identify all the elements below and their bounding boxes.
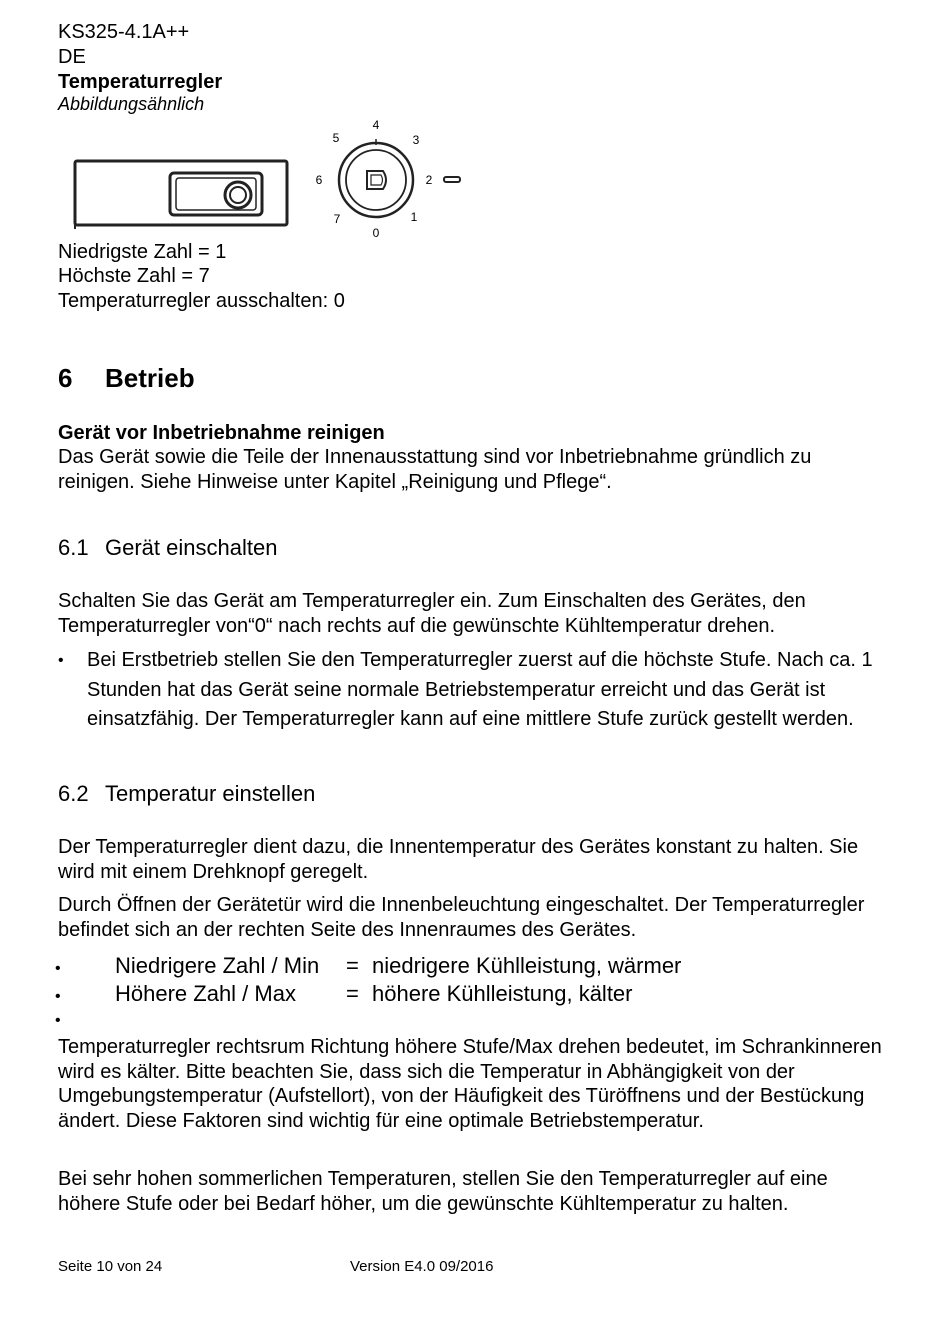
- dial-label-4: 4: [372, 118, 380, 132]
- model-number: KS325-4.1A++: [58, 21, 190, 43]
- section-6-1-number: 6.1: [58, 535, 89, 560]
- section-6-2-title: Temperatur einstellen: [105, 781, 316, 806]
- figure-caption: Abbildungsähnlich: [58, 94, 205, 114]
- switch-on-text: Schalten Sie das Gerät am Temperaturregler ein. Zum Einschalten des Gerätes, den Temperaturregler von“0“ nach rechts auf die gewünschte Kühltemperatur drehen.: [58, 590, 806, 637]
- section-6-title: Betrieb: [105, 363, 195, 393]
- cleaning-heading: Gerät vor Inbetriebnahme reinigen: [58, 422, 385, 444]
- regulator-location-text: Durch Öffnen der Gerätetür wird die Innenbeleuchtung eingeschaltet. Der Temperaturregler befindet sich an der rechten Seite des Innenraumes des Gerätes.: [58, 894, 865, 941]
- regulator-direction-text: Temperaturregler rechtsrum Richtung höhere Stufe/Max drehen bedeutet, im Schrankinneren wird es kälter. Bitte beachten Sie, dass sich die Temperatur in Abhängigkeit von der Umgebungstemperatur (Aufstellort), von der Häufigkeit des Türöffnens und der Bestückung ändert. Diese Faktoren sind wichtig für eine optimale Betriebstemperatur.: [58, 1036, 882, 1132]
- bullet-dot: •: [55, 988, 61, 1005]
- dial-illustration: [305, 115, 470, 245]
- section-6-2-number: 6.2: [58, 781, 89, 806]
- dial-label-6: 6: [315, 173, 323, 187]
- first-use-text: Bei Erstbetrieb stellen Sie den Temperaturregler zuerst auf die höchste Stufe. Nach ca. 1 Stunden hat das Gerät seine normale Betriebstemperatur erreicht und das Gerät ist einsatzfähig. Der Temperaturregler kann auf eine mittlere Stufe zurück gestellt werden.: [87, 649, 873, 730]
- regulator-purpose-text: Der Temperaturregler dient dazu, die Innentemperatur des Gerätes konstant zu halten. Sie wird mit einem Drehknopf geregelt.: [58, 836, 859, 883]
- first-use-bullet: [58, 646, 888, 766]
- lowest-setting-text: Niedrigste Zahl = 1: [58, 241, 227, 263]
- bullet-dot-empty: •: [55, 1012, 61, 1029]
- document-version: Version E4.0 09/2016: [350, 1258, 494, 1275]
- bullet-dot: •: [58, 652, 64, 669]
- section-6-1-title: Gerät einschalten: [105, 535, 278, 560]
- dial-label-0: 0: [372, 226, 380, 240]
- section-6-number: 6: [58, 363, 73, 393]
- comparison-left: Höhere Zahl / Max: [115, 981, 296, 1006]
- regulator-housing-illustration: [70, 155, 295, 235]
- comparison-left: Niedrigere Zahl / Min: [115, 953, 320, 978]
- language-code: DE: [58, 46, 86, 68]
- comparison-right: niedrigere Kühlleistung, wärmer: [372, 953, 682, 978]
- dial-label-3: 3: [412, 133, 420, 147]
- comparison-right: höhere Kühlleistung, kälter: [372, 981, 633, 1006]
- dial-label-1: 1: [410, 210, 418, 224]
- dial-label-7: 7: [333, 212, 341, 226]
- bullet-dot: •: [55, 960, 61, 977]
- highest-setting-text: Höchste Zahl = 7: [58, 265, 210, 287]
- dial-label-5: 5: [332, 131, 340, 145]
- dial-label-2: 2: [425, 173, 433, 187]
- comparison-equals: =: [346, 981, 359, 1006]
- cleaning-text: Das Gerät sowie die Teile der Innenausstattung sind vor Inbetriebnahme gründlich zu reinigen. Siehe Hinweise unter Kapitel „Reinigung und Pflege“.: [58, 446, 812, 493]
- page-number: Seite 10 von 24: [58, 1258, 163, 1275]
- section-heading-temperaturregler: Temperaturregler: [58, 71, 223, 93]
- comparison-equals: =: [346, 953, 359, 978]
- summer-temperature-text: Bei sehr hohen sommerlichen Temperaturen, stellen Sie den Temperaturregler auf eine höhere Stufe oder bei Bedarf höher, um die gewünschte Kühltemperatur zu halten.: [58, 1168, 828, 1215]
- off-setting-text: Temperaturregler ausschalten: 0: [58, 290, 345, 312]
